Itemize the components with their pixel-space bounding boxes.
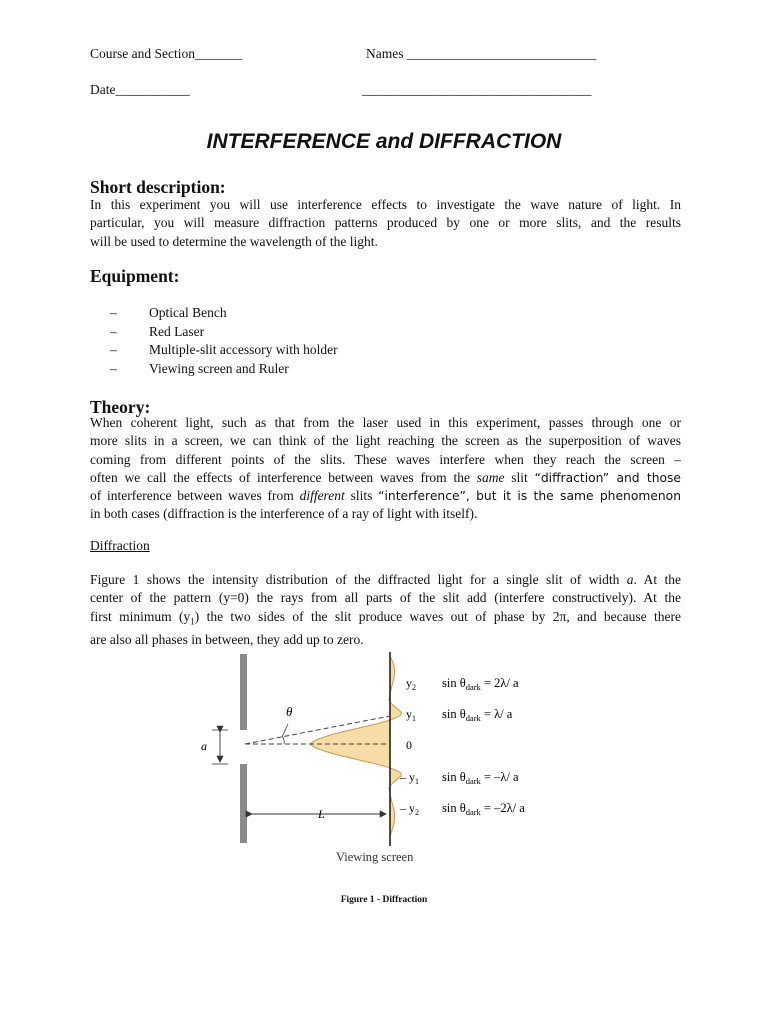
diffraction-text-span: first minimum (y — [90, 608, 191, 624]
list-item — [110, 341, 338, 360]
short-description-heading: Short description: — [90, 177, 226, 197]
equation-sin: sin θ — [442, 707, 466, 721]
diffraction-figure — [190, 648, 590, 873]
y2-label — [406, 676, 416, 692]
y1-label — [406, 707, 416, 723]
list-item — [110, 360, 338, 379]
equation-rhs: = –2λ/ a — [480, 801, 525, 815]
viewing-screen-label: Viewing screen — [336, 850, 414, 864]
theory-line: When coherent light, such as that from the laser used in this experiment, passes through one or — [90, 415, 681, 430]
theory-emphasis: same — [476, 469, 505, 485]
theory-line — [90, 469, 681, 487]
theory-line: more slits in a screen, we can think of the light reaching the screen as the superposition of waves — [90, 433, 681, 449]
theory-text — [90, 414, 681, 524]
short-description-line: In this experiment you will use interference effects to investigate the wave nature of light. In — [90, 197, 681, 212]
theory-heading: Theory: — [90, 397, 151, 417]
equation-4 — [442, 801, 525, 817]
equation-dark-subscript: dark — [465, 776, 481, 786]
neg-y2-subscript: 2 — [415, 808, 419, 817]
theta-pointer — [282, 724, 288, 737]
equation-dark-subscript: dark — [465, 682, 481, 692]
date-field: Date___________ — [90, 82, 190, 97]
diffraction-text-span: Figure 1 shows the intensity distribution of the diffracted light for a single slit of width — [90, 572, 627, 587]
distance-label: L — [318, 807, 325, 821]
equation-sin: sin θ — [442, 770, 466, 784]
y2-text: y — [406, 676, 412, 690]
page-title: INTERFERENCE and DIFFRACTION — [206, 130, 562, 153]
neg-y1-subscript: 1 — [415, 777, 419, 786]
names-second-line: __________________________________ — [362, 82, 592, 97]
theory-emphasis: different — [299, 488, 345, 504]
neg-y2-label — [399, 801, 419, 817]
equipment-heading: Equipment: — [90, 266, 180, 286]
diffraction-subscript: 1 — [190, 616, 195, 627]
equation-rhs: = –λ/ a — [480, 770, 519, 784]
theory-line: coming from different points of the slits. These waves interfere when they reach the screen – — [90, 451, 681, 467]
equipment-item: Red Laser — [149, 323, 205, 339]
neg-y1-label — [399, 770, 419, 786]
course-section-field: Course and Section_______ — [90, 46, 243, 61]
equation-sin: sin θ — [442, 801, 466, 815]
slit-barrier-top — [240, 654, 247, 730]
theory-text-span: slit — [504, 469, 535, 485]
equipment-list — [110, 304, 338, 378]
diffraction-line: center of the pattern (y=0) the rays from all parts of the slit add (interfere constructively). At the — [90, 590, 681, 606]
slit-width-label: a — [201, 739, 207, 753]
short-description-line: will be used to determine the wavelength of the light. — [90, 233, 378, 249]
names-field: Names ____________________________ — [366, 46, 596, 61]
figure-caption: Figure 1 - Diffraction — [340, 895, 428, 905]
equation-rhs: = λ/ a — [480, 707, 513, 721]
equation-rhs: = 2λ/ a — [480, 676, 519, 690]
diffraction-line — [90, 571, 681, 589]
theta-label: θ — [286, 704, 293, 719]
equation-1 — [442, 676, 519, 692]
list-dash: – — [110, 360, 117, 376]
equation-dark-subscript: dark — [465, 807, 481, 817]
theory-line: in both cases (diffraction is the interference of a ray of light with itself). — [90, 506, 478, 522]
theory-text-span: often we call the effects of interference between waves from the — [90, 469, 477, 485]
y1-text: y — [406, 707, 412, 721]
equipment-item: Multiple-slit accessory with holder — [149, 342, 338, 357]
equipment-item: Viewing screen and Ruler — [149, 360, 289, 376]
slit-barrier-bottom — [240, 764, 247, 843]
neg-y1-text: – y — [400, 770, 415, 784]
theory-text-span: slits — [344, 488, 379, 504]
list-item — [110, 304, 338, 323]
diffraction-line: are also all phases in between, they add up to zero. — [90, 631, 364, 647]
y2-subscript: 2 — [412, 683, 416, 692]
angle-arc — [282, 736, 284, 744]
short-description-line: particular, you will measure diffraction patterns produced by one or more slits, and the results — [90, 215, 681, 231]
equation-sin: sin θ — [442, 676, 466, 690]
diffraction-text-span: . At the — [633, 572, 681, 587]
theory-text-span: “interference”, but it is the same phenomenon — [378, 489, 681, 504]
equation-2 — [442, 707, 513, 723]
theory-line — [90, 487, 681, 505]
zero-label: 0 — [406, 738, 412, 752]
diffraction-emphasis: a — [626, 572, 634, 587]
list-dash: – — [110, 323, 117, 339]
equation-dark-subscript: dark — [465, 713, 481, 723]
equipment-item: Optical Bench — [149, 305, 227, 320]
short-description-text — [90, 196, 681, 251]
theory-text-span: “diffraction” and those — [534, 470, 681, 485]
diffraction-line — [90, 608, 681, 631]
list-dash: – — [110, 342, 117, 357]
equation-3 — [442, 770, 519, 786]
diffraction-text — [90, 571, 681, 649]
diffraction-heading: Diffraction — [90, 538, 150, 553]
diffraction-text-span: ) the two sides of the slit produce waves out of phase by 2π, and because there — [194, 608, 681, 624]
theory-text-span: of interference between waves from — [90, 488, 300, 504]
neg-y2-text: – y — [400, 801, 415, 815]
y1-subscript: 1 — [412, 714, 416, 723]
list-item — [110, 323, 338, 342]
list-dash: – — [110, 305, 117, 320]
